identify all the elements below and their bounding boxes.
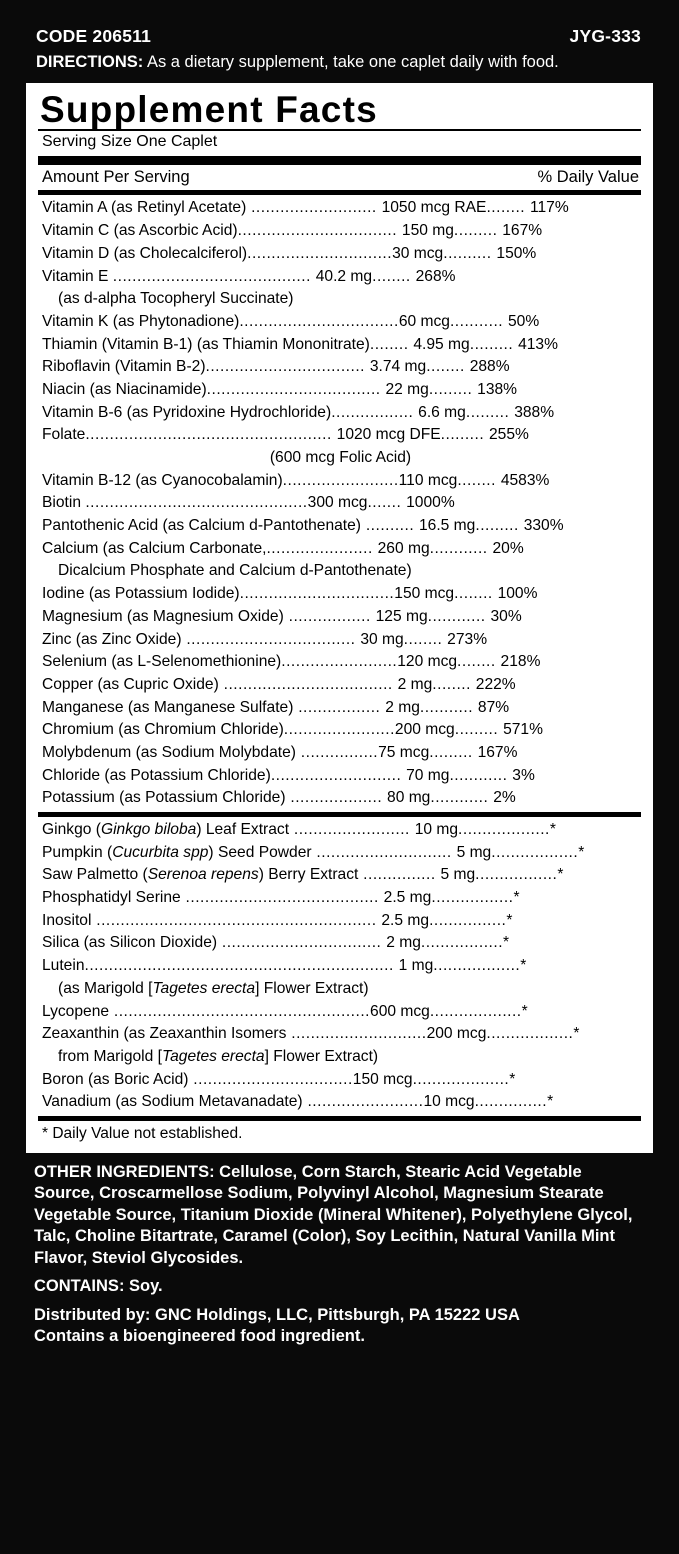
ingredient-daily-value: * — [503, 934, 510, 952]
ingredient-name: Niacin (as Niacinamide) — [42, 380, 207, 398]
ingredient-daily-value: 138% — [477, 380, 518, 398]
ingredient-amount: 4.95 mg — [413, 335, 470, 353]
ingredient-amount: 3.74 mg — [369, 358, 427, 376]
leader-dots: ................................. — [188, 1070, 353, 1088]
ingredient-name: Zeaxanthin (as Zeaxanthin Isomers — [42, 1025, 287, 1043]
ingredient-daily-value: 20% — [492, 539, 524, 557]
leader-dots: ........................ — [281, 653, 398, 671]
ingredient-amount: 1050 mcg RAE — [381, 199, 487, 217]
leader-dots: .................................... — [206, 380, 386, 398]
ingredient-amount: 10 mcg — [423, 1093, 475, 1111]
leader-dots-2: ........ — [457, 653, 501, 671]
leader-dots: ................................. — [217, 934, 387, 952]
leader-dots-2: ........ — [486, 199, 530, 217]
ingredient-row — [42, 1001, 639, 1024]
ingredient-name: Vitamin A (as Retinyl Acetate) — [42, 199, 247, 217]
ingredient-name-cont: ) Leaf Extract — [196, 821, 290, 839]
ingredient-name: Thiamin (Vitamin B-1) (as Thiamin Mononitrate) — [42, 335, 370, 353]
ingredient-row — [42, 887, 639, 910]
ingredient-amount: 22 mg — [385, 380, 429, 398]
ingredient-name: Boron (as Boric Acid) — [42, 1070, 189, 1088]
ingredient-row — [42, 220, 639, 243]
leader-dots: ................................................................ — [84, 957, 399, 975]
ingredient-name: Biotin — [42, 494, 86, 512]
leader-dots-2: .......... — [443, 244, 497, 262]
leader-dots: ................................... — [218, 675, 398, 693]
ingredient-amount: 150 mcg — [352, 1070, 413, 1088]
ingredient-name: Potassium (as Potassium Chloride) — [42, 789, 286, 807]
col-dv-header: % Daily Value — [537, 168, 639, 187]
ingredient-daily-value: 3% — [512, 766, 535, 784]
ingredient-daily-value: * — [578, 843, 585, 861]
ingredient-name: Vitamin E — [42, 267, 113, 285]
ingredient-amount: 200 mcg — [426, 1025, 487, 1043]
ingredient-row — [42, 402, 639, 425]
leader-dots-2: ........ — [457, 471, 501, 489]
ingredient-latin-name: Cucurbita spp — [112, 843, 209, 861]
ingredient-daily-value: * — [557, 866, 564, 884]
leader-dots-2: ............... — [474, 1093, 548, 1111]
ingredient-amount: 30 mcg — [392, 244, 444, 262]
ingredient-amount: 10 mg — [414, 821, 459, 839]
ingredient-latin-name: Serenoa repens — [147, 866, 259, 884]
footer-block — [26, 1153, 653, 1348]
leader-dots-2: ................. — [475, 866, 558, 884]
ingredient-name: (600 mcg Folic Acid) — [269, 449, 412, 467]
ingredient-row — [42, 492, 639, 515]
ingredient-row — [42, 719, 639, 742]
leader-dots-2: ......... — [454, 721, 504, 739]
ingredient-row — [42, 288, 639, 311]
other-ingredients — [34, 1162, 645, 1269]
distributed-by: Distributed by: GNC Holdings, LLC, Pittsburgh, PA 15222 USA — [34, 1305, 520, 1324]
ingredient-daily-value: 288% — [469, 358, 510, 376]
ingredient-daily-value: * — [547, 1093, 554, 1111]
directions-text: As a dietary supplement, take one caplet daily with food. — [146, 53, 559, 71]
ingredient-name-cont: ) Seed Powder — [208, 843, 312, 861]
leader-dots: ....................... — [283, 721, 395, 739]
ingredient-amount: 2.5 mg — [383, 889, 432, 907]
leader-dots-2: ........ — [426, 358, 470, 376]
ingredient-row — [42, 910, 639, 933]
ingredient-name: Zinc (as Zinc Oxide) — [42, 630, 182, 648]
leader-dots-2: ........... — [419, 698, 478, 716]
leader-dots: ................................. — [237, 222, 402, 240]
ingredient-row — [42, 978, 639, 1001]
ingredient-row — [42, 651, 639, 674]
ingredient-amount: 2 mg — [386, 934, 421, 952]
ingredient-name: Lycopene — [42, 1002, 110, 1020]
ingredient-name: Silica (as Silicon Dioxide) — [42, 934, 218, 952]
ingredient-row — [42, 266, 639, 289]
ingredient-amount: 300 mcg — [307, 494, 368, 512]
ingredient-row — [42, 765, 639, 788]
leader-dots: ..................................................... — [109, 1002, 371, 1020]
ingredient-name-cont: ] Flower Extract) — [255, 979, 369, 997]
ingredient-daily-value: 150% — [496, 244, 537, 262]
ingredient-daily-value: 273% — [447, 630, 488, 648]
leader-dots: ................................. — [205, 358, 370, 376]
leader-dots: ................. — [283, 607, 376, 625]
leader-dots: .......... — [361, 517, 419, 535]
ingredient-daily-value: 388% — [514, 403, 555, 421]
col-amount-header: Amount Per Serving — [42, 168, 190, 187]
ingredient-row — [42, 1069, 639, 1092]
leader-dots: ........................................ — [180, 889, 384, 907]
ingredient-row — [42, 742, 639, 765]
leader-dots: ................................................... — [85, 426, 337, 444]
ingredient-name: Vitamin B-6 (as Pyridoxine Hydrochloride) — [42, 403, 332, 421]
leader-dots-2: ................... — [429, 1002, 522, 1020]
leader-dots-2: ................... — [458, 821, 550, 839]
ingredient-daily-value: 1000% — [406, 494, 455, 512]
ingredient-amount: 110 mcg — [398, 471, 458, 489]
ingredient-amount: 150 mg — [401, 222, 454, 240]
ingredient-row — [42, 697, 639, 720]
leader-dots: .......................... — [246, 199, 382, 217]
ingredient-name: Pantothenic Acid (as Calcium d-Pantothenate) — [42, 517, 361, 535]
ingredient-amount: 2.5 mg — [381, 911, 430, 929]
ingredient-daily-value: 218% — [500, 653, 541, 671]
ingredient-row — [42, 470, 639, 493]
leader-dots-2: ................. — [431, 889, 514, 907]
ingredient-amount: 1020 mcg DFE — [336, 426, 441, 444]
ingredient-row — [42, 356, 639, 379]
ingredient-row — [42, 1046, 639, 1069]
ingredient-daily-value: 413% — [518, 335, 558, 353]
ingredient-name: Molybdenum (as Sodium Molybdate) — [42, 743, 296, 761]
ingredient-name: Manganese (as Manganese Sulfate) — [42, 698, 294, 716]
ingredient-daily-value: * — [520, 957, 527, 975]
leader-dots-2: ........ — [372, 267, 416, 285]
ingredient-daily-value: * — [573, 1025, 580, 1043]
other-ingredients-label: OTHER INGREDIENTS: — [34, 1162, 215, 1181]
ingredient-row — [42, 1023, 639, 1046]
leader-dots: ........................... — [270, 766, 407, 784]
ingredient-name: Copper (as Cupric Oxide) — [42, 675, 219, 693]
ingredient-amount: 70 mg — [406, 766, 450, 784]
leader-dots-2: .................. — [486, 1025, 574, 1043]
leader-dots-2: ............ — [427, 607, 491, 625]
leader-dots: ................... — [285, 789, 388, 807]
ingredient-daily-value: * — [509, 1070, 516, 1088]
leader-dots-2: .................. — [433, 957, 521, 975]
ingredient-row — [42, 560, 639, 583]
ingredient-daily-value: 4583% — [500, 471, 550, 489]
ingredient-daily-value: * — [506, 911, 513, 929]
ingredient-name-cont: ] Flower Extract) — [264, 1047, 379, 1065]
leader-dots-2: .................... — [412, 1070, 510, 1088]
leader-dots-2: ............ — [430, 789, 494, 807]
ingredient-daily-value: 2% — [493, 789, 516, 807]
leader-dots: ............................ — [286, 1025, 427, 1043]
leader-dots: ............... — [358, 866, 441, 884]
supplement-facts-panel — [26, 83, 653, 1153]
leader-dots: ........ — [369, 335, 414, 353]
leader-dots-2: ......... — [428, 380, 478, 398]
leader-dots-2: ................ — [429, 911, 507, 929]
leader-dots: ................. — [331, 403, 419, 421]
leader-dots-2: ................. — [420, 934, 504, 952]
rule-thick-top — [38, 156, 641, 165]
other-ingredients-text: Cellulose, Corn Starch, Stearic Acid Vegetable Source, Croscarmellose Sodium, Polyvinyl Alcohol, Magnesium Stearate Vegetable Source, Titanium Dioxide (Mineral Whitener), Polyethylene Glycol, Talc, Choline Bitartrate, Caramel (Color), Soy Lecithin, Natural Vanilla Mint Flavor, Steviol Glycosides. — [34, 1162, 633, 1267]
ingredient-amount: 150 mcg — [394, 585, 455, 603]
ingredient-row — [42, 819, 639, 842]
ingredient-daily-value: 50% — [507, 312, 540, 330]
ingredient-daily-value: 117% — [529, 199, 569, 217]
ingredient-daily-value: 167% — [477, 743, 518, 761]
ingredient-name: Magnesium (as Magnesium Oxide) — [42, 607, 284, 625]
daily-value-footnote: * Daily Value not established. — [42, 1124, 243, 1142]
ingredient-row — [42, 629, 639, 652]
product-code: CODE 206511 — [36, 26, 152, 46]
ingredient-row — [42, 538, 639, 561]
column-headers — [38, 165, 641, 190]
ingredient-row — [42, 515, 639, 538]
nutrient-list — [38, 195, 641, 812]
ingredient-name: Ginkgo ( — [42, 821, 101, 839]
ingredient-row — [42, 1091, 639, 1114]
ingredient-amount: 1 mg — [398, 957, 434, 975]
leader-dots: ........................ — [302, 1093, 424, 1111]
ingredient-amount: 80 mg — [387, 789, 431, 807]
ingredient-name: Vitamin C (as Ascorbic Acid) — [42, 222, 238, 240]
ingredient-amount: 125 mg — [375, 607, 428, 625]
ingredient-daily-value: 255% — [488, 426, 529, 444]
ingredient-daily-value: 87% — [477, 698, 510, 716]
ingredient-name: Selenium (as L-Selenomethionine) — [42, 653, 282, 671]
directions-label: DIRECTIONS: — [36, 53, 144, 71]
ingredient-name: (as Marigold [ — [58, 979, 153, 997]
ingredient-latin-name: Tagetes erecta — [162, 1047, 265, 1065]
ingredient-name: Saw Palmetto ( — [42, 866, 148, 884]
leader-dots: ................ — [295, 743, 379, 761]
leader-dots: ................................. — [239, 312, 399, 330]
ingredient-row — [42, 674, 639, 697]
ingredient-name: Phosphatidyl Serine — [42, 889, 181, 907]
ingredient-daily-value: 330% — [523, 517, 564, 535]
ingredient-row — [42, 311, 639, 334]
ingredient-latin-name: Ginkgo biloba — [100, 821, 197, 839]
ingredient-latin-name: Tagetes erecta — [152, 979, 256, 997]
ingredient-amount: 16.5 mg — [419, 517, 476, 535]
ingredient-daily-value: 222% — [475, 675, 516, 693]
ingredient-name: Inositol — [42, 911, 92, 929]
contains-statement: CONTAINS: Soy. — [34, 1277, 163, 1296]
ingredient-amount: 2 mg — [397, 675, 433, 693]
leader-dots-2: ........... — [449, 312, 508, 330]
leader-dots: ................................ — [239, 585, 395, 603]
leader-dots: ............................ — [311, 843, 457, 861]
ingredient-name: Chloride (as Potassium Chloride) — [42, 766, 271, 784]
ingredient-amount: 2 mg — [385, 698, 420, 716]
leader-dots-2: ............ — [429, 539, 493, 557]
ingredient-name: Folate — [42, 426, 86, 444]
ingredient-row — [42, 334, 639, 357]
ingredient-row — [42, 583, 639, 606]
ingredient-name: Dicalcium Phosphate and Calcium d-Pantothenate) — [58, 562, 412, 580]
leader-dots: ...................... — [266, 539, 378, 557]
ingredient-name: Vitamin D (as Cholecalciferol) — [42, 244, 248, 262]
ingredient-name: from Marigold [ — [58, 1047, 162, 1065]
ingredient-daily-value: * — [513, 889, 520, 907]
ingredient-row — [42, 864, 639, 887]
leader-dots-2: ......... — [469, 335, 519, 353]
ingredient-amount: 260 mg — [377, 539, 430, 557]
ingredient-name: Pumpkin ( — [42, 843, 113, 861]
ingredient-row — [42, 842, 639, 865]
ingredient-amount: 6.6 mg — [418, 403, 466, 421]
leader-dots: .......................................................... — [91, 911, 382, 929]
ingredient-amount: 60 mcg — [398, 312, 450, 330]
leader-dots: ........................ — [282, 471, 399, 489]
ingredient-amount: 75 mcg — [378, 743, 430, 761]
ingredient-amount: 200 mcg — [394, 721, 455, 739]
ingredient-row — [42, 606, 639, 629]
ingredient-amount: 5 mg — [440, 866, 476, 884]
ingredient-row — [42, 955, 639, 978]
ingredient-amount: 5 mg — [456, 843, 492, 861]
leader-dots-2: ......... — [465, 403, 515, 421]
ingredient-name: Vitamin B-12 (as Cyanocobalamin) — [42, 471, 283, 489]
product-sku: JYG-333 — [569, 26, 641, 46]
ingredient-name: Chromium (as Chromium Chloride) — [42, 721, 284, 739]
ingredient-name: Lutein — [42, 957, 85, 975]
ingredient-row — [42, 379, 639, 402]
ingredient-row — [42, 243, 639, 266]
leader-dots-2: .................. — [491, 843, 579, 861]
code-row — [26, 26, 653, 47]
panel-title: Supplement Facts — [40, 88, 378, 130]
ingredient-row — [42, 932, 639, 955]
ingredient-daily-value: 167% — [502, 222, 543, 240]
ingredient-daily-value: 100% — [497, 585, 538, 603]
botanical-list — [38, 817, 641, 1116]
ingredient-name: Calcium (as Calcium Carbonate, — [42, 539, 267, 557]
leader-dots: ........................ — [289, 821, 415, 839]
leader-dots-2: ........ — [432, 675, 476, 693]
ingredient-row — [42, 447, 639, 470]
ingredient-daily-value: 30% — [490, 607, 522, 625]
leader-dots-2: ........ — [403, 630, 448, 648]
leader-dots: .............................................. — [85, 494, 308, 512]
ingredient-name: Vitamin K (as Phytonadione) — [42, 312, 240, 330]
leader-dots-2: ......... — [429, 743, 478, 761]
leader-dots: .............................. — [247, 244, 393, 262]
ingredient-daily-value: 268% — [415, 267, 456, 285]
ingredient-row — [42, 197, 639, 220]
ingredient-amount: 600 mcg — [370, 1002, 430, 1020]
ingredient-row — [42, 787, 639, 810]
leader-dots-2: ......... — [440, 426, 489, 444]
leader-dots-2: ............ — [449, 766, 513, 784]
ingredient-row — [42, 424, 639, 447]
bioengineered-statement: Contains a bioengineered food ingredient. — [34, 1327, 365, 1346]
leader-dots-2: ......... — [453, 222, 503, 240]
ingredient-daily-value: * — [521, 1002, 528, 1020]
ingredient-name-cont: ) Berry Extract — [258, 866, 359, 884]
ingredient-name: (as d-alpha Tocopheryl Succinate) — [58, 290, 294, 308]
leader-dots-2: ........ — [454, 585, 498, 603]
ingredient-name: Iodine (as Potassium Iodide) — [42, 585, 240, 603]
leader-dots: ................................... — [181, 630, 361, 648]
leader-dots-2: ......... — [475, 517, 524, 535]
leader-dots: ......................................... — [112, 267, 316, 285]
ingredient-name: Vanadium (as Sodium Metavanadate) — [42, 1093, 303, 1111]
ingredient-name: Riboflavin (Vitamin B-2) — [42, 358, 206, 376]
ingredient-amount: 40.2 mg — [315, 267, 373, 285]
ingredient-amount: 120 mcg — [397, 653, 458, 671]
leader-dots-2: ....... — [367, 494, 407, 512]
serving-size: Serving Size One Caplet — [42, 133, 218, 151]
leader-dots: ................. — [293, 698, 386, 716]
directions — [26, 47, 653, 73]
ingredient-amount: 30 mg — [360, 630, 404, 648]
ingredient-daily-value: * — [549, 821, 556, 839]
ingredient-daily-value: 571% — [503, 721, 543, 739]
